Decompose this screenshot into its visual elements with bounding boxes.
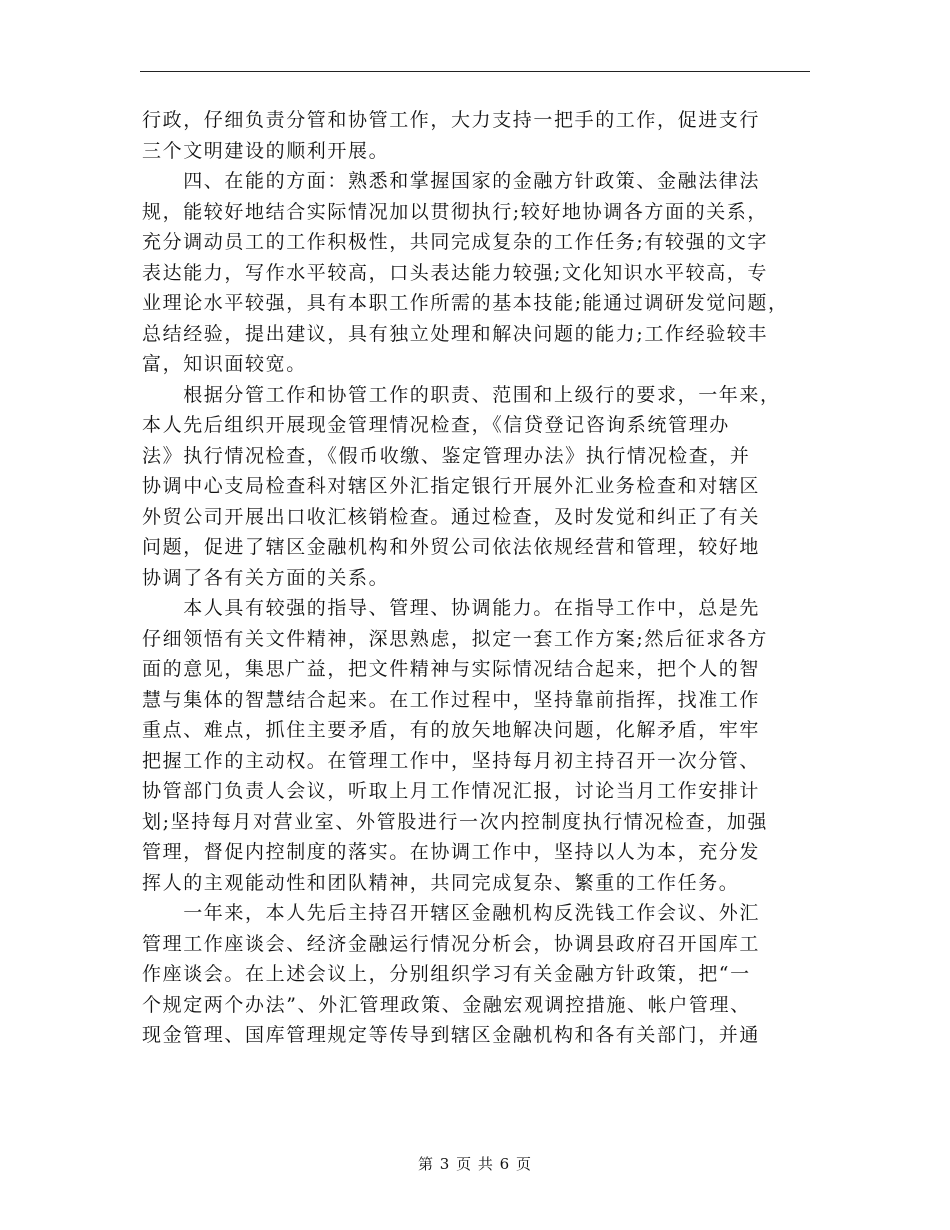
text-line: 挥人的主观能动性和团队精神，共同完成复杂、繁重的工作任务。: [142, 871, 740, 894]
page-number-footer: 第 3 页 共 6 页: [418, 1155, 532, 1173]
text-line: 根据分管工作和协管工作的职责、范围和上级行的要求，一年来，: [142, 383, 781, 406]
text-line: 三个文明建设的顺利开展。: [142, 139, 390, 162]
text-line: 把握工作的主动权。在管理工作中，坚持每月初主持召开一次分管、: [142, 749, 761, 772]
text-line: 业理论水平较强，具有本职工作所需的基本技能;能通过调研发觉问题，: [142, 292, 789, 314]
text-line: 现金管理、国库管理规定等传导到辖区金融机构和各有关部门，并通: [142, 1024, 761, 1046]
text-line: 外贸公司开展出口收汇核销检查。通过检查，及时发觉和纠正了有关: [142, 505, 761, 528]
body-text: [142, 105, 814, 1051]
text-line: 总结经验，提出建议，具有独立处理和解决问题的能力;工作经验较丰: [142, 322, 769, 345]
text-line: 本人具有较强的指导、管理、协调能力。在指导工作中，总是先: [142, 597, 761, 619]
text-line: 本人先后组织开展现金管理情况检查，《信贷登记咨询系统管理办: [142, 414, 730, 436]
text-line: 表达能力，写作水平较高，口头表达能力较强;文化知识水平较高，专: [142, 261, 769, 284]
text-line: 问题，促进了辖区金融机构和外贸公司依法依规经营和管理，较好地: [142, 536, 761, 558]
text-line: 重点、难点，抓住主要矛盾，有的放矢地解决问题，化解矛盾，牢牢: [142, 719, 761, 741]
text-line: 一年来，本人先后主持召开辖区金融机构反洗钱工作会议、外汇: [142, 902, 761, 924]
text-line: 规，能较好地结合实际情况加以贯彻执行;较好地协调各方面的关系，: [142, 200, 769, 223]
text-line: 行政，仔细负责分管和协管工作，大力支持一把手的工作，促进支行: [142, 109, 761, 131]
text-line: 仔细领悟有关文件精神，深思熟虑，拟定一套工作方案;然后征求各方: [142, 627, 769, 650]
text-line: 作座谈会。在上述会议上，分别组织学习有关金融方针政策，把“一: [142, 963, 751, 985]
header-rule: [140, 71, 810, 72]
text-line: 协调了各有关方面的关系。: [142, 566, 390, 589]
text-line: 管理，督促内控制度的落实。在协调工作中，坚持以人为本，充分发: [142, 841, 761, 863]
text-line: 四、在能的方面：熟悉和掌握国家的金融方针政策、金融法律法: [142, 170, 761, 192]
text-line: 划;坚持每月对营业室、外管股进行一次内控制度执行情况检查，加强: [142, 810, 769, 833]
text-line: 个规定两个办法”、外汇管理政策、金融宏观调控措施、帐户管理、: [142, 993, 751, 1016]
text-line: 富，知识面较宽。: [142, 353, 307, 375]
text-line: 面的意见，集思广益，把文件精神与实际情况结合起来，把个人的智: [142, 658, 761, 680]
text-line: 协调中心支局检查科对辖区外汇指定银行开展外汇业务检查和对辖区: [142, 475, 761, 497]
text-line: 协管部门负责人会议，听取上月工作情况汇报，讨论当月工作安排计: [142, 780, 761, 802]
text-line: 慧与集体的智慧结合起来。在工作过程中，坚持靠前指挥，找准工作: [142, 688, 761, 711]
text-line: 充分调动员工的工作积极性，共同完成复杂的工作任务;有较强的文字: [142, 231, 769, 253]
text-line: 管理工作座谈会、经济金融运行情况分析会，协调县政府召开国库工: [142, 932, 761, 955]
text-line: 法》执行情况检查，《假币收缴、鉴定管理办法》执行情况检查，并: [142, 444, 751, 467]
